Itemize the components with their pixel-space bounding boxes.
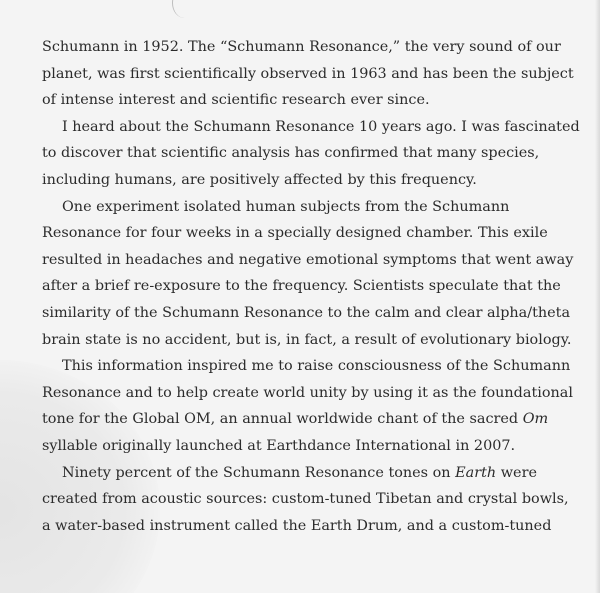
text-line: brain state is no accident, but is, in fact, a result of evolutionary biology. <box>42 331 572 348</box>
text-line: to discover that scientific analysis has confirmed that many species, <box>42 145 540 162</box>
paragraph-2 <box>42 114 582 194</box>
body-text <box>42 34 582 539</box>
text-line: similarity of the Schumann Resonance to the calm and clear alpha/theta <box>42 304 571 321</box>
text-line: Schumann in 1952. The “Schumann Resonance,” the very sound of our <box>42 39 561 55</box>
text-line: planet, was first scientifically observed in 1963 and has been the subject <box>42 65 574 82</box>
paragraph-1 <box>42 34 582 114</box>
text-segment: were <box>496 464 537 481</box>
text-line: One experiment isolated human subjects from the Schumann <box>62 198 510 215</box>
text-line: including humans, are positively affected by this frequency. <box>42 171 477 188</box>
text-line: Resonance for four weeks in a specially designed chamber. This exile <box>42 225 548 242</box>
paragraph-4 <box>42 353 582 459</box>
text-line: created from acoustic sources: custom-tuned Tibetan and crystal bowls, <box>42 491 569 508</box>
text-line: Resonance and to help create world unity by using it as the foundational <box>42 384 573 401</box>
text-line: of intense interest and scientific research ever since. <box>42 92 430 109</box>
text-line <box>42 460 582 487</box>
text-line: a water-based instrument called the Earth Drum, and a custom-tuned <box>42 517 552 534</box>
italic-word: Om <box>522 411 549 428</box>
text-segment: tone for the Global OM, an annual worldwide chant of the sacred <box>42 411 523 428</box>
page-curl-mark <box>172 0 197 18</box>
page-edge <box>595 0 600 593</box>
text-line: after a brief re-exposure to the frequency. Scientists speculate that the <box>42 278 561 295</box>
paragraph-5 <box>42 460 582 540</box>
text-line <box>42 406 582 433</box>
text-line: syllable originally launched at Earthdance International in 2007. <box>42 437 516 454</box>
italic-word: Earth <box>455 464 497 481</box>
paragraph-3 <box>42 194 582 354</box>
text-line: This information inspired me to raise consciousness of the Schumann <box>62 358 571 375</box>
text-line: resulted in headaches and negative emotional symptoms that went away <box>42 251 574 268</box>
text-line: I heard about the Schumann Resonance 10 years ago. I was fascinated <box>62 118 580 135</box>
text-segment: Ninety percent of the Schumann Resonance tones on <box>62 464 456 481</box>
